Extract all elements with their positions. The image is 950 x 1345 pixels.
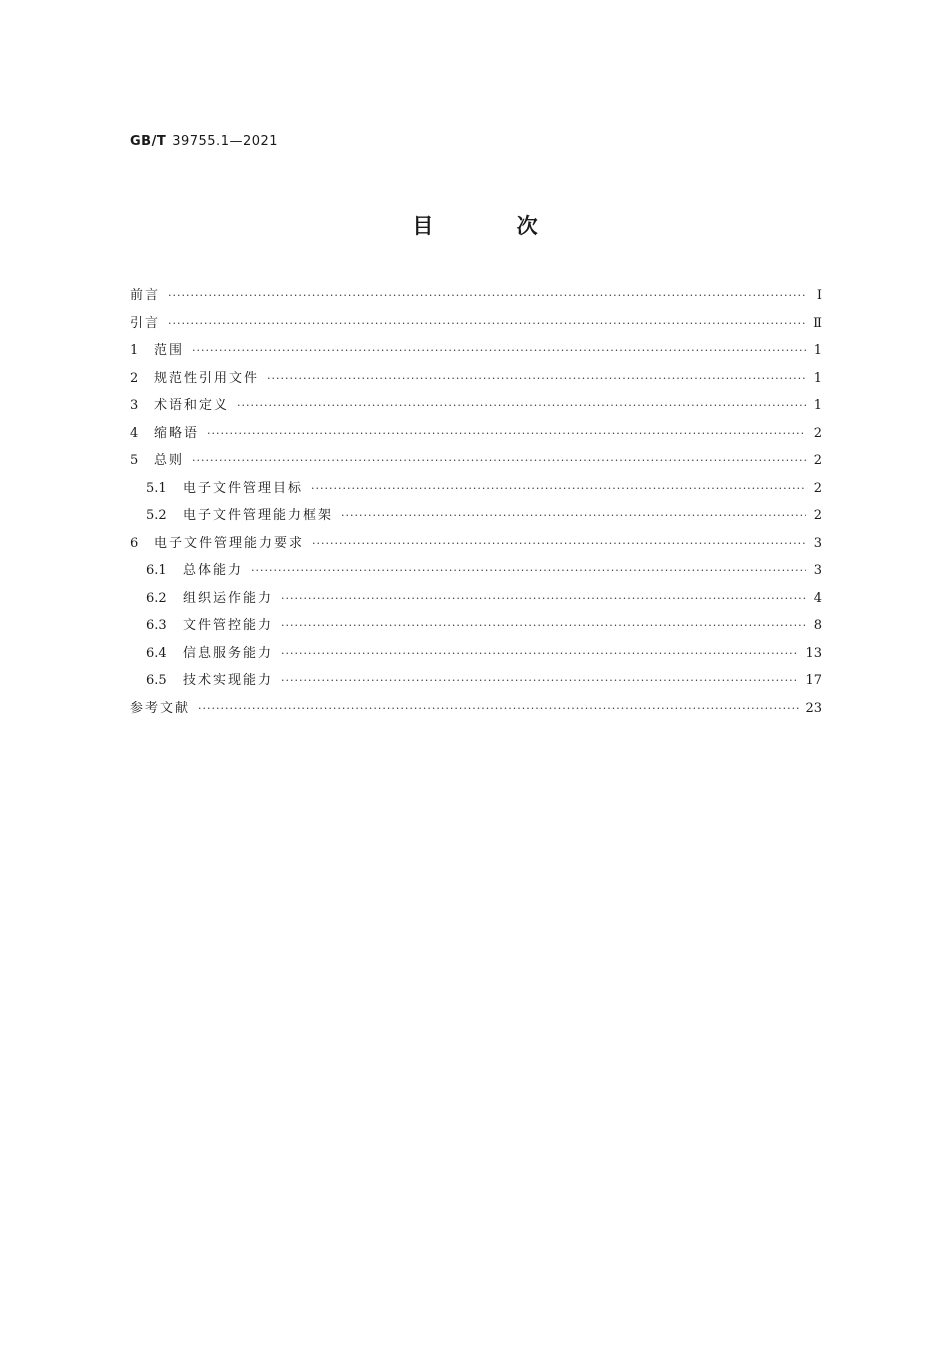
- toc-entry[interactable]: [130, 420, 822, 448]
- toc-entry-label: 技术实现能力: [183, 673, 274, 688]
- toc-title: 目 次: [412, 214, 576, 238]
- toc-entry-label: 电子文件管理能力框架: [183, 508, 334, 523]
- toc-leader-dots: [281, 640, 799, 668]
- toc-entry-label: 组织运作能力: [183, 590, 274, 606]
- standard-number: 39755.1—2021: [172, 134, 279, 149]
- toc-entry-page: 13: [805, 645, 822, 661]
- table-of-contents: [130, 282, 822, 722]
- toc-entry[interactable]: [130, 530, 822, 558]
- toc-entry-number: 5.1: [146, 480, 167, 496]
- toc-entry-page: Ⅱ: [813, 315, 822, 331]
- toc-leader-dots: [267, 365, 806, 393]
- toc-entry[interactable]: [130, 447, 822, 475]
- toc-entry[interactable]: [130, 585, 822, 613]
- toc-entry-page: 8: [813, 618, 822, 633]
- toc-leader-dots: [207, 420, 806, 448]
- toc-entry-number: 6: [130, 535, 139, 551]
- toc-entry-number: 4: [130, 425, 139, 441]
- toc-entry-label: 缩略语: [154, 425, 200, 441]
- toc-entry[interactable]: [130, 337, 822, 365]
- toc-entry[interactable]: [130, 475, 822, 503]
- toc-entry-number: 3: [130, 398, 139, 413]
- toc-entry-label: 总体能力: [183, 563, 244, 578]
- toc-entry-number: 6.2: [146, 590, 167, 606]
- toc-leader-dots: [251, 557, 806, 585]
- toc-entry[interactable]: [130, 695, 822, 723]
- toc-leader-dots: [237, 392, 806, 420]
- toc-entry-page: 1: [813, 370, 822, 386]
- toc-entry-number: 5: [130, 453, 139, 468]
- toc-entry[interactable]: [130, 365, 822, 393]
- toc-entry-page: Ⅰ: [816, 288, 822, 303]
- toc-entry-page: 2: [813, 453, 822, 468]
- toc-entry-label: 电子文件管理能力要求: [154, 535, 305, 551]
- toc-entry-page: 23: [805, 700, 822, 716]
- toc-leader-dots: [192, 447, 806, 475]
- toc-entry-page: 2: [813, 480, 822, 496]
- toc-entry-label: 信息服务能力: [183, 645, 274, 661]
- toc-entry-page: 1: [813, 343, 822, 358]
- toc-entry-label: 术语和定义: [154, 398, 230, 413]
- toc-entry[interactable]: [130, 612, 822, 640]
- standard-prefix: GB/T: [130, 134, 167, 149]
- toc-entry-label: 规范性引用文件: [154, 370, 260, 386]
- toc-entry-number: 6.3: [146, 618, 167, 633]
- toc-entry[interactable]: [130, 640, 822, 668]
- toc-leader-dots: [281, 585, 806, 613]
- toc-entry[interactable]: [130, 392, 822, 420]
- toc-leader-dots: [341, 502, 806, 530]
- toc-entry-number: 6.5: [146, 673, 167, 688]
- toc-entry-label: 范围: [154, 343, 185, 358]
- toc-entry-number: 6.4: [146, 645, 167, 661]
- toc-leader-dots: [168, 282, 806, 310]
- toc-leader-dots: [281, 667, 799, 695]
- toc-leader-dots: [168, 310, 806, 338]
- toc-entry[interactable]: [130, 667, 822, 695]
- toc-leader-dots: [198, 695, 799, 723]
- toc-entry-page: 17: [805, 673, 822, 688]
- toc-leader-dots: [311, 475, 806, 503]
- toc-entry-label: 参考文献: [130, 700, 191, 716]
- toc-entry-number: 2: [130, 370, 139, 386]
- toc-entry[interactable]: [130, 310, 822, 338]
- toc-entry-page: 2: [813, 425, 822, 441]
- toc-leader-dots: [312, 530, 806, 558]
- toc-leader-dots: [192, 337, 806, 365]
- toc-entry[interactable]: [130, 282, 822, 310]
- toc-entry-page: 3: [813, 563, 822, 578]
- toc-entry[interactable]: [130, 502, 822, 530]
- toc-entry-page: 1: [813, 398, 822, 413]
- toc-entry-page: 4: [813, 590, 822, 606]
- standard-code: [130, 134, 278, 149]
- toc-entry-label: 总则: [154, 453, 185, 468]
- toc-entry-label: 前言: [130, 288, 161, 303]
- toc-entry-label: 引言: [130, 315, 161, 331]
- toc-entry-label: 文件管控能力: [183, 618, 274, 633]
- toc-entry-page: 2: [813, 508, 822, 523]
- toc-entry[interactable]: [130, 557, 822, 585]
- toc-entry-number: 6.1: [146, 563, 167, 578]
- toc-leader-dots: [281, 612, 806, 640]
- toc-entry-page: 3: [813, 535, 822, 551]
- toc-entry-number: 5.2: [146, 508, 167, 523]
- toc-entry-number: 1: [130, 343, 139, 358]
- toc-entry-label: 电子文件管理目标: [183, 480, 304, 496]
